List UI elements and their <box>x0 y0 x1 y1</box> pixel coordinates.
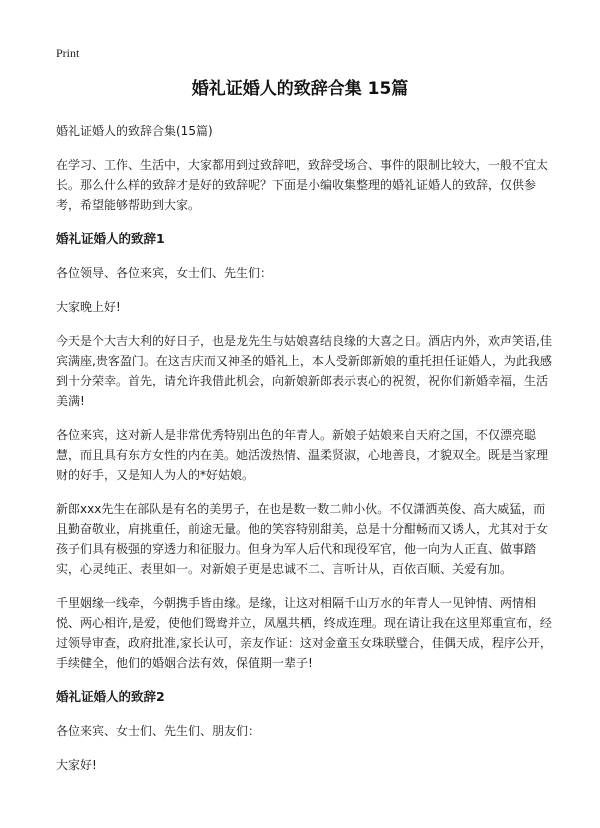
intro-paragraph: 在学习、工作、生活中，大家都用到过致辞吧，致辞受场合、事件的限制比较大，一般不宜太长。那么什么样的致辞才是好的致辞呢？下面是小编收集整理的婚礼证婚人的致辞，仅供参考，希望能够帮助到大家。 <box>56 158 549 212</box>
section2-paragraph-2: 大家好! <box>56 758 97 772</box>
section1-paragraph-1: 各位领导、各位来宾，女士们、先生们： <box>56 266 273 280</box>
section2-paragraph-1: 各位来宾、女士们、先生们、朋友们： <box>56 724 261 738</box>
section1-paragraph-3: 今天是个大吉大利的好日子，也是龙先生与姑娘喜结良缘的大喜之日。酒店内外，欢声笑语,佳宾满座,贵客盈门。在这吉庆而又神圣的婚礼上，本人受新郎新娘的重托担任证婚人，为此我感到十分荣幸。首先，请允许我借此机会，向新娘新郎表示衷心的祝贺，祝你们新婚幸福，生活美满! <box>56 334 552 408</box>
page-title: 婚礼证婚人的致辞合集 15篇 <box>191 79 409 99</box>
section1-paragraph-6: 千里姻缘一线牵，今朝携手皆由缘。是缘，让这对相隔千山万水的年青人一见钟情、两情相悦、两心相许,是爱，使他们鸳鸯并立，凤凰共栖，终成连理。现在请让我在这里郑重宣布，经过领导审查，政府批准,家长认可，亲友作证：这对金童玉女珠联璧合，佳偶天成，程序公开，手续健全，他们的婚姻合法有效，保值期一辈子! <box>56 596 552 670</box>
section-heading-2: 婚礼证婚人的致辞2 <box>56 689 165 704</box>
section1-paragraph-5: 新郎xxx先生在部队是有名的美男子，在也是数一数二帅小伙。不仅潇洒英俊、高大威猛，而且勤奋敬业，肩挑重任，前途无量。他的笑容特别甜美，总是十分酣畅而又诱人，尤其对于女孩子们具有极强的穿透力和征服力。但身为军人后代和现役军官，他一向为人正直、做事踏实，心灵纯正、表里如一。对新娘子更是忠诚不二、言听计从，百依百顺、关爱有加。 <box>56 502 549 576</box>
document-body <box>56 121 552 789</box>
document-subtitle: 婚礼证婚人的致辞合集(15篇) <box>56 124 213 138</box>
section1-paragraph-2: 大家晚上好! <box>56 300 121 314</box>
section1-paragraph-4: 各位来宾，这对新人是非常优秀特别出色的年青人。新娘子姑娘来自天府之国，不仅漂亮聪慧，而且具有东方女性的内在美。她活泼热情、温柔贤淑，心地善良，才貌双全。既是当家理财的好手，又是知人为人的*好姑娘。 <box>56 428 549 482</box>
section-heading-1: 婚礼证婚人的致辞1 <box>56 231 165 246</box>
print-label: Print <box>56 46 80 60</box>
